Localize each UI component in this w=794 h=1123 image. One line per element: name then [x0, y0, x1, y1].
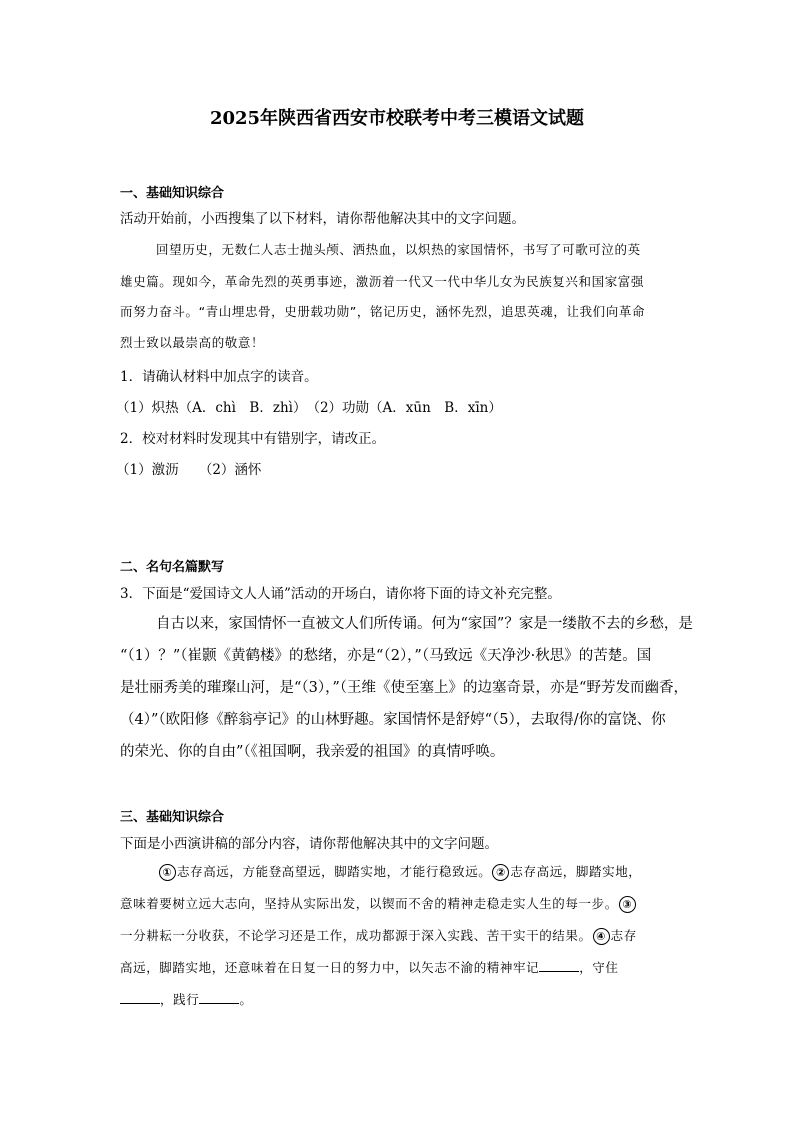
passage-line-4: （4）”（欧阳修《醉翁亭记》的山林野趣。家国情怀是舒婷“（5），去取得/你的富饶、你 — [120, 712, 666, 728]
section3-intro: 下面是小西演讲稿的部分内容，请你帮他解决其中的文字问题。 — [120, 836, 498, 852]
section1-intro: 活动开始前，小西搜集了以下材料，请你帮他解决其中的文字问题。 — [120, 211, 525, 227]
passage-line-3: 是壮丽秀美的璀璨山河，是“（3），”（王维《使至塞上》的边塞奇景，亦是“野芳发而幽香， — [120, 680, 688, 696]
page-title: 2025年陕西省西安市校联考中考三模语文试题 — [209, 108, 585, 129]
circled-number-4: ④ — [593, 928, 610, 945]
circled-number-2: ② — [492, 864, 509, 881]
circled-number-1: ① — [159, 864, 176, 881]
speech-line-3: 一分耕耘一分收获，不论学习还是工作，成功都源于深入实践、苦干实干的结果。 ④ 志存 — [120, 928, 637, 943]
question-1: 1．请确认材料中加点字的读音。 — [120, 369, 318, 385]
material-line-4: 烈士致以最崇高的敬意！ — [120, 335, 265, 350]
passage-line-1: 自古以来，家国情怀一直被文人们所传诵。何为“家国”？家是一缕散不去的乡愁，是 — [156, 616, 693, 632]
speech-line-4: 高远，脚踏实地，还意味着在日复一日的努力中，以矢志不渝的精神牢记 ，守住 — [120, 960, 619, 975]
section1-heading: 一、基础知识综合 — [120, 186, 225, 201]
passage-line-2: “（1）？”（崔颢《黄鹤楼》的愁绪，亦是“（2），”（马致远《天净沙·秋思》的苦楚。国 — [120, 648, 652, 664]
material-line-3: 而努力奋斗。“青山埋忠骨，史册载功勋”，铭记历史，涵怀先烈，追思英魂，让我们向革命 — [120, 304, 646, 319]
material-line-2: 雄史篇。现如今，革命先烈的英勇事迹，激沥着一代又一代中华儿女为民族复兴和国家富强 — [120, 274, 645, 289]
section2-heading: 二、名句名篇默写 — [120, 560, 225, 575]
question-1-options: （1）炽热（A．chì B．zhì） （2）功勋（A．xūn B．xīn） — [116, 400, 502, 416]
section3-heading: 三、基础知识综合 — [120, 810, 225, 825]
question-3: 3．下面是“爱国诗文人人诵”活动的开场白，请你将下面的诗文补充完整。 — [120, 586, 561, 602]
speech-line-5: ，践行 。 — [120, 990, 252, 1008]
circled-number-3: ③ — [619, 896, 636, 913]
passage-line-5: 的荣光、你的自由”（《祖国啊，我亲爱的祖国》的真情呼唤。 — [120, 744, 505, 760]
answer-blank-3[interactable] — [199, 991, 239, 1004]
speech-line-2: 意味着要树立远大志向，坚持从实际出发，以锲而不舍的精神走稳走实人生的每一步。 ③ — [120, 894, 637, 913]
question-2: 2．校对材料时发现其中有错别字，请改正。 — [120, 431, 386, 447]
question-2-options: （1）激沥 （2）涵怀 — [116, 462, 262, 478]
answer-blank-1[interactable] — [539, 959, 579, 972]
answer-blank-2[interactable] — [120, 991, 160, 1004]
material-line-1: 回望历史，无数仁人志士抛头颅、洒热血，以炽热的家国情怀，书写了可歌可泣的英 — [156, 242, 641, 257]
speech-line-1: ① 志存高远，方能登高望远，脚踏实地，才能行稳致远。 ② 志存高远，脚踏实地， — [158, 862, 641, 881]
